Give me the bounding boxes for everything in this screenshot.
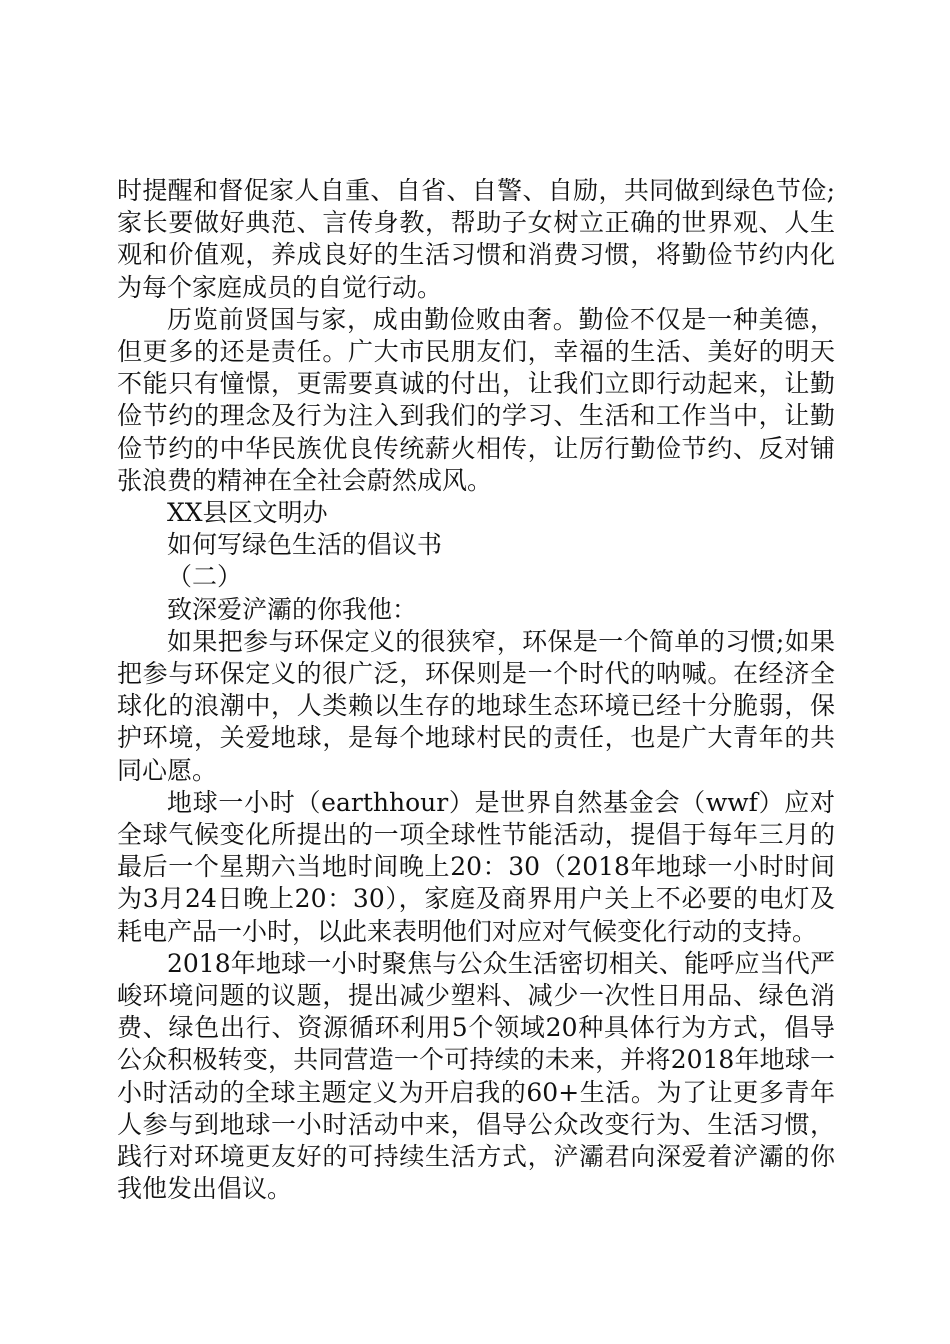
paragraph-earth-hour-2018: 2018年地球一小时聚焦与公众生活密切相关、能呼应当代严峻环境问题的议题，提出减少塑料、减少一次性日用品、绿色消费、绿色出行、资源循环利用5个领域20种具体行为方式，倡导公众积极转变，共同营造一个可持续的未来，并将2018年地球一小时活动的全球主题定义为开启我的60+生活。为了让更多青年人参与到地球一小时活动中来，倡导公众改变行为、生活习惯，践行对环境更友好的可持续生活方式，浐灞君向深爱着浐灞的你我他发出倡议。 xyxy=(117,948,835,1204)
document-body xyxy=(117,175,835,1206)
section-number: （二） xyxy=(167,562,243,592)
paragraph-frugality-responsibility: 历览前贤国与家，成由勤俭败由奢。勤俭不仅是一种美德，但更多的还是责任。广大市民朋友们，幸福的生活、美好的明天不能只有憧憬，更需要真诚的付出，让我们立即行动起来，让勤俭节约的理念及行为注入到我们的学习、生活和工作当中，让勤俭节约的中华民族优良传统薪火相传，让厉行勤俭节约、反对铺张浪费的精神在全社会蔚然成风。 xyxy=(117,304,835,495)
paragraph-frugality-family: 时提醒和督促家人自重、自省、自警、自励，共同做到绿色节俭;家长要做好典范、言传身教，帮助子女树立正确的世界观、人生观和价值观，养成良好的生活习惯和消费习惯，将勤俭节约内化为每个家庭成员的自觉行动。 xyxy=(117,176,835,302)
paragraph-environmental-protection: 如果把参与环保定义的很狭窄，环保是一个简单的习惯;如果把参与环保定义的很广泛，环保则是一个时代的呐喊。在经济全球化的浪潮中，人类赖以生存的地球生态环境已经十分脆弱，保护环境，关爱地球，是每个地球村民的责任，也是广大青年的共同心愿。 xyxy=(117,626,835,785)
signature-civilization-office: XX县区文明办 xyxy=(167,498,328,528)
paragraph-earth-hour-intro: 地球一小时（earthhour）是世界自然基金会（wwf）应对全球气候变化所提出的一项全球性节能活动，提倡于每年三月的最后一个星期六当地时间晚上20：30（2018年地球一小时时间为3月24日晚上20：30），家庭及商界用户关上不必要的电灯及耗电产品一小时，以此来表明他们对应对气候变化行动的支持。 xyxy=(117,787,835,946)
salutation: 致深爱浐灞的你我他： xyxy=(167,594,418,624)
section-title: 如何写绿色生活的倡议书 xyxy=(167,530,443,560)
